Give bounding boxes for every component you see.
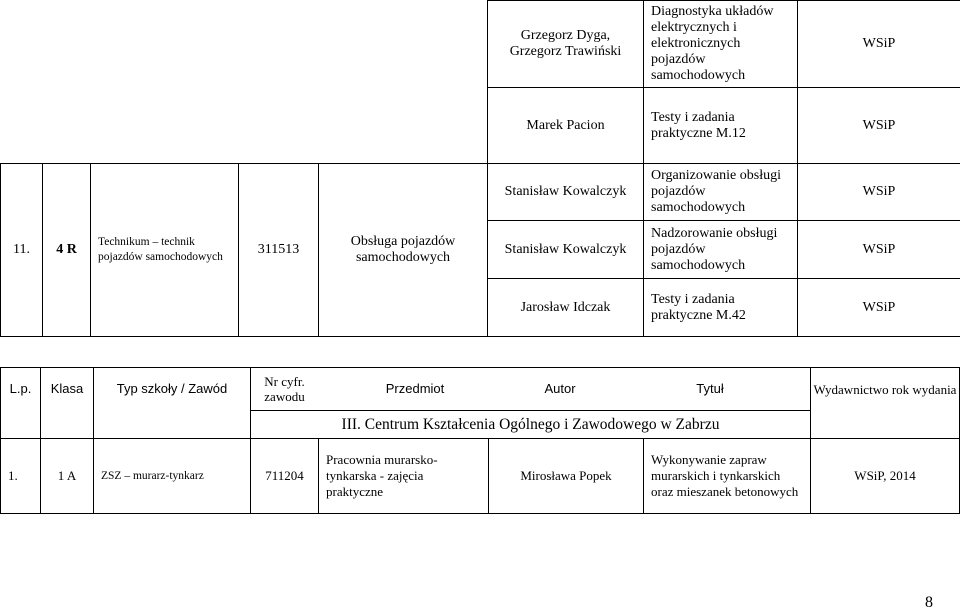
publisher-cell: WSiP	[862, 117, 896, 133]
header-profession-code: Nr cyfr. zawodu	[264, 374, 305, 404]
header-class: Klasa	[50, 381, 84, 396]
subject-cell: Obsługa pojazdów samochodowych	[350, 234, 456, 265]
profession-code-cell: 311513	[257, 242, 300, 257]
author-cell: Marek Pacion	[526, 117, 605, 133]
subject-cell: Pracownia murarsko-tynkarska - zajęcia praktyczne	[326, 452, 438, 499]
header-publisher: Wydawnictwo rok wydania	[813, 381, 957, 397]
lp-cell: 11.	[13, 242, 30, 257]
publisher-cell: WSiP	[862, 36, 896, 51]
author-cell: Mirosława Popek	[520, 468, 612, 483]
section-title: III. Centrum Kształcenia Ogólnego i Zawodowego w Zabrzu	[341, 415, 720, 433]
class-cell: 1 A	[57, 468, 77, 483]
publisher-cell: WSiP, 2014	[854, 468, 916, 483]
title-cell: Wykonywanie zapraw murarskich i tynkarskich oraz mieszanek betonowych	[651, 452, 799, 499]
publisher-cell: WSiP	[862, 184, 896, 199]
school-type-cell: Technikum – technik pojazdów samochodowych	[98, 236, 223, 263]
header-author: Autor	[544, 381, 576, 396]
profession-code-cell: 711204	[265, 468, 304, 483]
title-cell: Testy i zadania praktyczne M.42	[651, 291, 746, 323]
title-cell: Nadzorowanie obsługi pojazdów samochodowych	[651, 225, 778, 273]
class-cell: 4 R	[56, 242, 77, 257]
page-number: 8	[925, 594, 933, 611]
title-cell: Diagnostyka układów elektrycznych i elektronicznych pojazdów samochodowych	[651, 4, 774, 83]
author-cell: Stanisław Kowalczyk	[504, 184, 627, 199]
header-school-type: Typ szkoły / Zawód	[116, 381, 228, 396]
header-title: Tytuł	[696, 381, 724, 396]
publisher-cell: WSiP	[862, 241, 896, 257]
school-type-cell: ZSZ – murarz-tynkarz	[101, 470, 204, 482]
header-lp: L.p.	[9, 381, 32, 396]
title-cell: Testy i zadania praktyczne M.12	[651, 109, 746, 141]
publisher-cell: WSiP	[862, 299, 896, 315]
author-cell: Grzegorz Dyga, Grzegorz Trawiński	[509, 28, 622, 59]
lp-cell: 1.	[8, 468, 18, 483]
author-cell: Stanisław Kowalczyk	[504, 241, 627, 257]
title-cell: Organizowanie obsługi pojazdów samochodowych	[651, 168, 781, 215]
author-cell: Jarosław Idczak	[520, 299, 611, 315]
header-subject: Przedmiot	[385, 381, 445, 396]
